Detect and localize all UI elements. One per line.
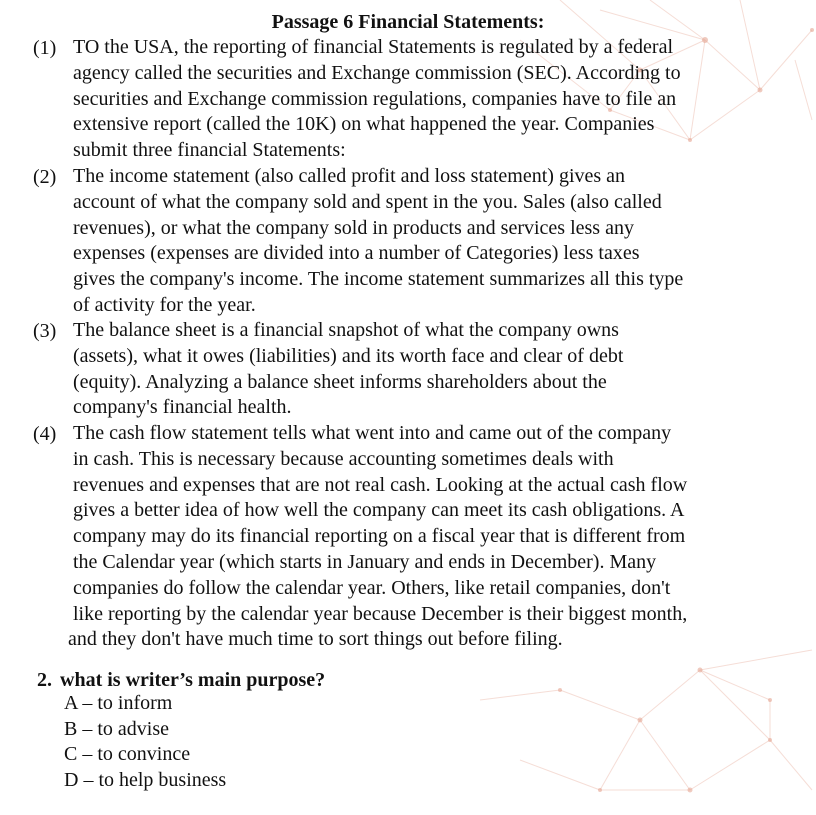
text-line: (assets), what it owes (liabilities) and its worth face and clear of debt xyxy=(73,344,624,367)
text-line: company's financial health. xyxy=(73,396,292,419)
answer-option-a: A – to inform xyxy=(64,692,173,714)
paragraph-number: (3) xyxy=(33,320,57,342)
paragraph-text xyxy=(68,421,773,653)
text-line: The income statement (also called profit and loss statement) gives an xyxy=(73,165,626,187)
text-line: expenses (expenses are divided into a number of Categories) less taxes xyxy=(73,242,640,265)
text-line: TO the USA, the reporting of financial Statements is regulated by a federal xyxy=(73,36,673,58)
answer-options xyxy=(64,691,226,793)
answer-option-b: B – to advise xyxy=(64,717,169,740)
paragraph-number: (4) xyxy=(33,423,57,445)
text-line: agency called the securities and Exchange commission (SEC). According to xyxy=(73,61,681,84)
question-prompt xyxy=(37,667,325,693)
text-line: The balance sheet is a financial snapshot of what the company owns xyxy=(73,319,619,341)
text-line: and they don't have much time to sort things out before filing. xyxy=(68,628,563,651)
text-line: revenues), or what the company sold in products and services less any xyxy=(73,216,634,239)
answer-option-c: C – to convince xyxy=(64,743,191,765)
text-line: of activity for the year. xyxy=(73,293,256,316)
passage-title: Passage 6 Financial Statements: xyxy=(271,11,545,33)
text-line: The cash flow statement tells what went into and came out of the company xyxy=(73,422,672,444)
text-line: gives the company's income. The income statement summarizes all this type xyxy=(73,268,684,291)
text-line: revenues and expenses that are not real cash. Looking at the actual cash flow xyxy=(73,473,688,496)
paragraph-number: (1) xyxy=(33,37,57,59)
paragraph-text xyxy=(73,35,773,164)
paragraph-text xyxy=(73,318,773,421)
text-line: company may do its financial reporting on a fiscal year that is different from xyxy=(73,525,686,548)
question-text: what is writer’s main purpose? xyxy=(60,669,326,691)
text-line: in cash. This is necessary because accounting sometimes deals with xyxy=(73,447,614,470)
paragraph-text xyxy=(73,164,773,319)
text-line: extensive report (called the 10K) on what happened the year. Companies xyxy=(73,113,655,136)
text-line: companies do follow the calendar year. Others, like retail companies, don't xyxy=(73,576,671,599)
question-number: 2. xyxy=(37,669,52,691)
text-line: securities and Exchange commission regulations, companies have to file an xyxy=(73,87,677,110)
text-line: submit three financial Statements: xyxy=(73,139,346,162)
text-line: account of what the company sold and spent in the you. Sales (also called xyxy=(73,190,662,213)
text-line: gives a better idea of how well the company can meet its cash obligations. A xyxy=(73,499,685,522)
text-line: (equity). Analyzing a balance sheet informs shareholders about the xyxy=(73,370,607,393)
text-line: the Calendar year (which starts in January and ends in December). Many xyxy=(73,550,657,573)
text-line: like reporting by the calendar year because December is their biggest month, xyxy=(73,602,688,625)
paragraph-number: (2) xyxy=(33,166,57,188)
answer-option-d: D – to help business xyxy=(64,768,227,791)
